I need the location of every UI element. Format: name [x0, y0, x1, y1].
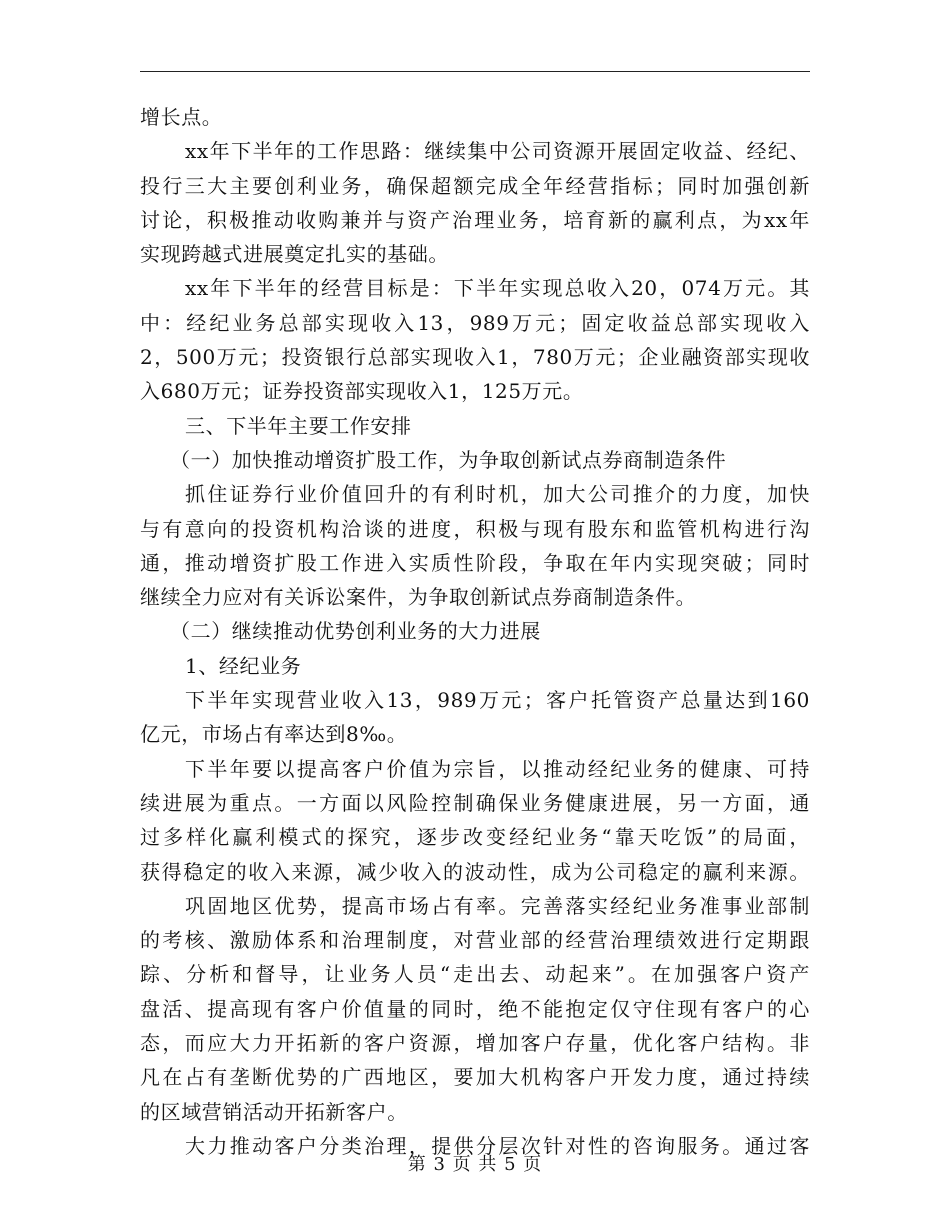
text-line: 增长点。	[140, 105, 223, 129]
text-line: 亿元，市场占有率达到8‰。	[140, 722, 408, 747]
document-body	[140, 100, 810, 1163]
text-line: 获得稳定的收入来源，减少收入的波动性，成为公司稳定的赢利来源。	[140, 859, 810, 884]
text-line: 1、经纪业务	[185, 653, 302, 678]
text-line: 2，500万元；投资银行总部实现收入1，780万元；企业融资部实现收	[140, 345, 810, 370]
text-line: 态，而应大力开拓新的客户资源，增加客户存量，优化客户结构。非	[140, 1031, 810, 1056]
text-line: 过多样化赢利模式的探究，逐步改变经纪业务“靠天吃饭”的局面，	[140, 825, 810, 850]
text-line: 通，推动增资扩股工作进入实质性阶段，争取在年内实现突破；同时	[140, 550, 810, 575]
text-line: xx年下半年的工作思路：继续集中公司资源开展固定收益、经纪、	[185, 139, 810, 164]
text-line: 大力推动客户分类治理，提供分层次针对性的咨询服务。通过客	[185, 1133, 810, 1158]
text-line: 续进展为重点。一方面以风险控制确保业务健康进展，另一方面，通	[140, 790, 810, 815]
header-rule	[140, 71, 810, 72]
text-line: （二）继续推动优势创利业务的大力进展	[170, 619, 541, 644]
text-line: 下半年实现营业收入13，989万元；客户托管资产总量达到160	[185, 688, 810, 713]
text-line: 的考核、激励体系和治理制度，对营业部的经营治理绩效进行定期跟	[140, 928, 810, 953]
text-line: 讨论，积极推动收购兼并与资产治理业务，培育新的赢利点，为xx年	[140, 207, 810, 232]
text-line: 入680万元；证券投资部实现收入1，125万元。	[140, 379, 584, 404]
text-line: 中：经纪业务总部实现收入13，989万元；固定收益总部实现收入	[140, 310, 810, 335]
text-line: 巩固地区优势，提高市场占有率。完善落实经纪业务准事业部制	[185, 893, 810, 918]
text-line: xx年下半年的经营目标是：下半年实现总收入20，074万元。其	[185, 276, 810, 301]
text-line: 抓住证券行业价值回升的有利时机，加大公司推介的力度，加快	[185, 482, 810, 507]
page-number-footer: 第 3 页 共 5 页	[407, 1154, 543, 1175]
text-line: 实现跨越式进展奠定扎实的基础。	[140, 242, 449, 267]
text-line: （一）加快推动增资扩股工作，为争取创新试点券商制造条件	[170, 447, 727, 472]
text-line: 的区域营销活动开拓新客户。	[140, 1099, 408, 1124]
text-line: 与有意向的投资机构洽谈的进度，积极与现有股东和监管机构进行沟	[140, 516, 810, 541]
text-line: 踪、分析和督导，让业务人员“走出去、动起来”。在加强客户资产	[140, 962, 810, 987]
text-line: 三、下半年主要工作安排	[185, 413, 412, 438]
text-line: 盘活、提高现有客户价值量的同时，绝不能抱定仅守住现有客户的心	[140, 996, 810, 1021]
text-line: 下半年要以提高客户价值为宗旨，以推动经纪业务的健康、可持	[185, 756, 810, 781]
text-line: 投行三大主要创利业务，确保超额完成全年经营指标；同时加强创新	[140, 173, 810, 198]
text-line: 继续全力应对有关诉讼案件，为争取创新试点券商制造条件。	[140, 585, 697, 610]
text-line: 凡在占有垄断优势的广西地区，要加大机构客户开发力度，通过持续	[140, 1065, 810, 1090]
